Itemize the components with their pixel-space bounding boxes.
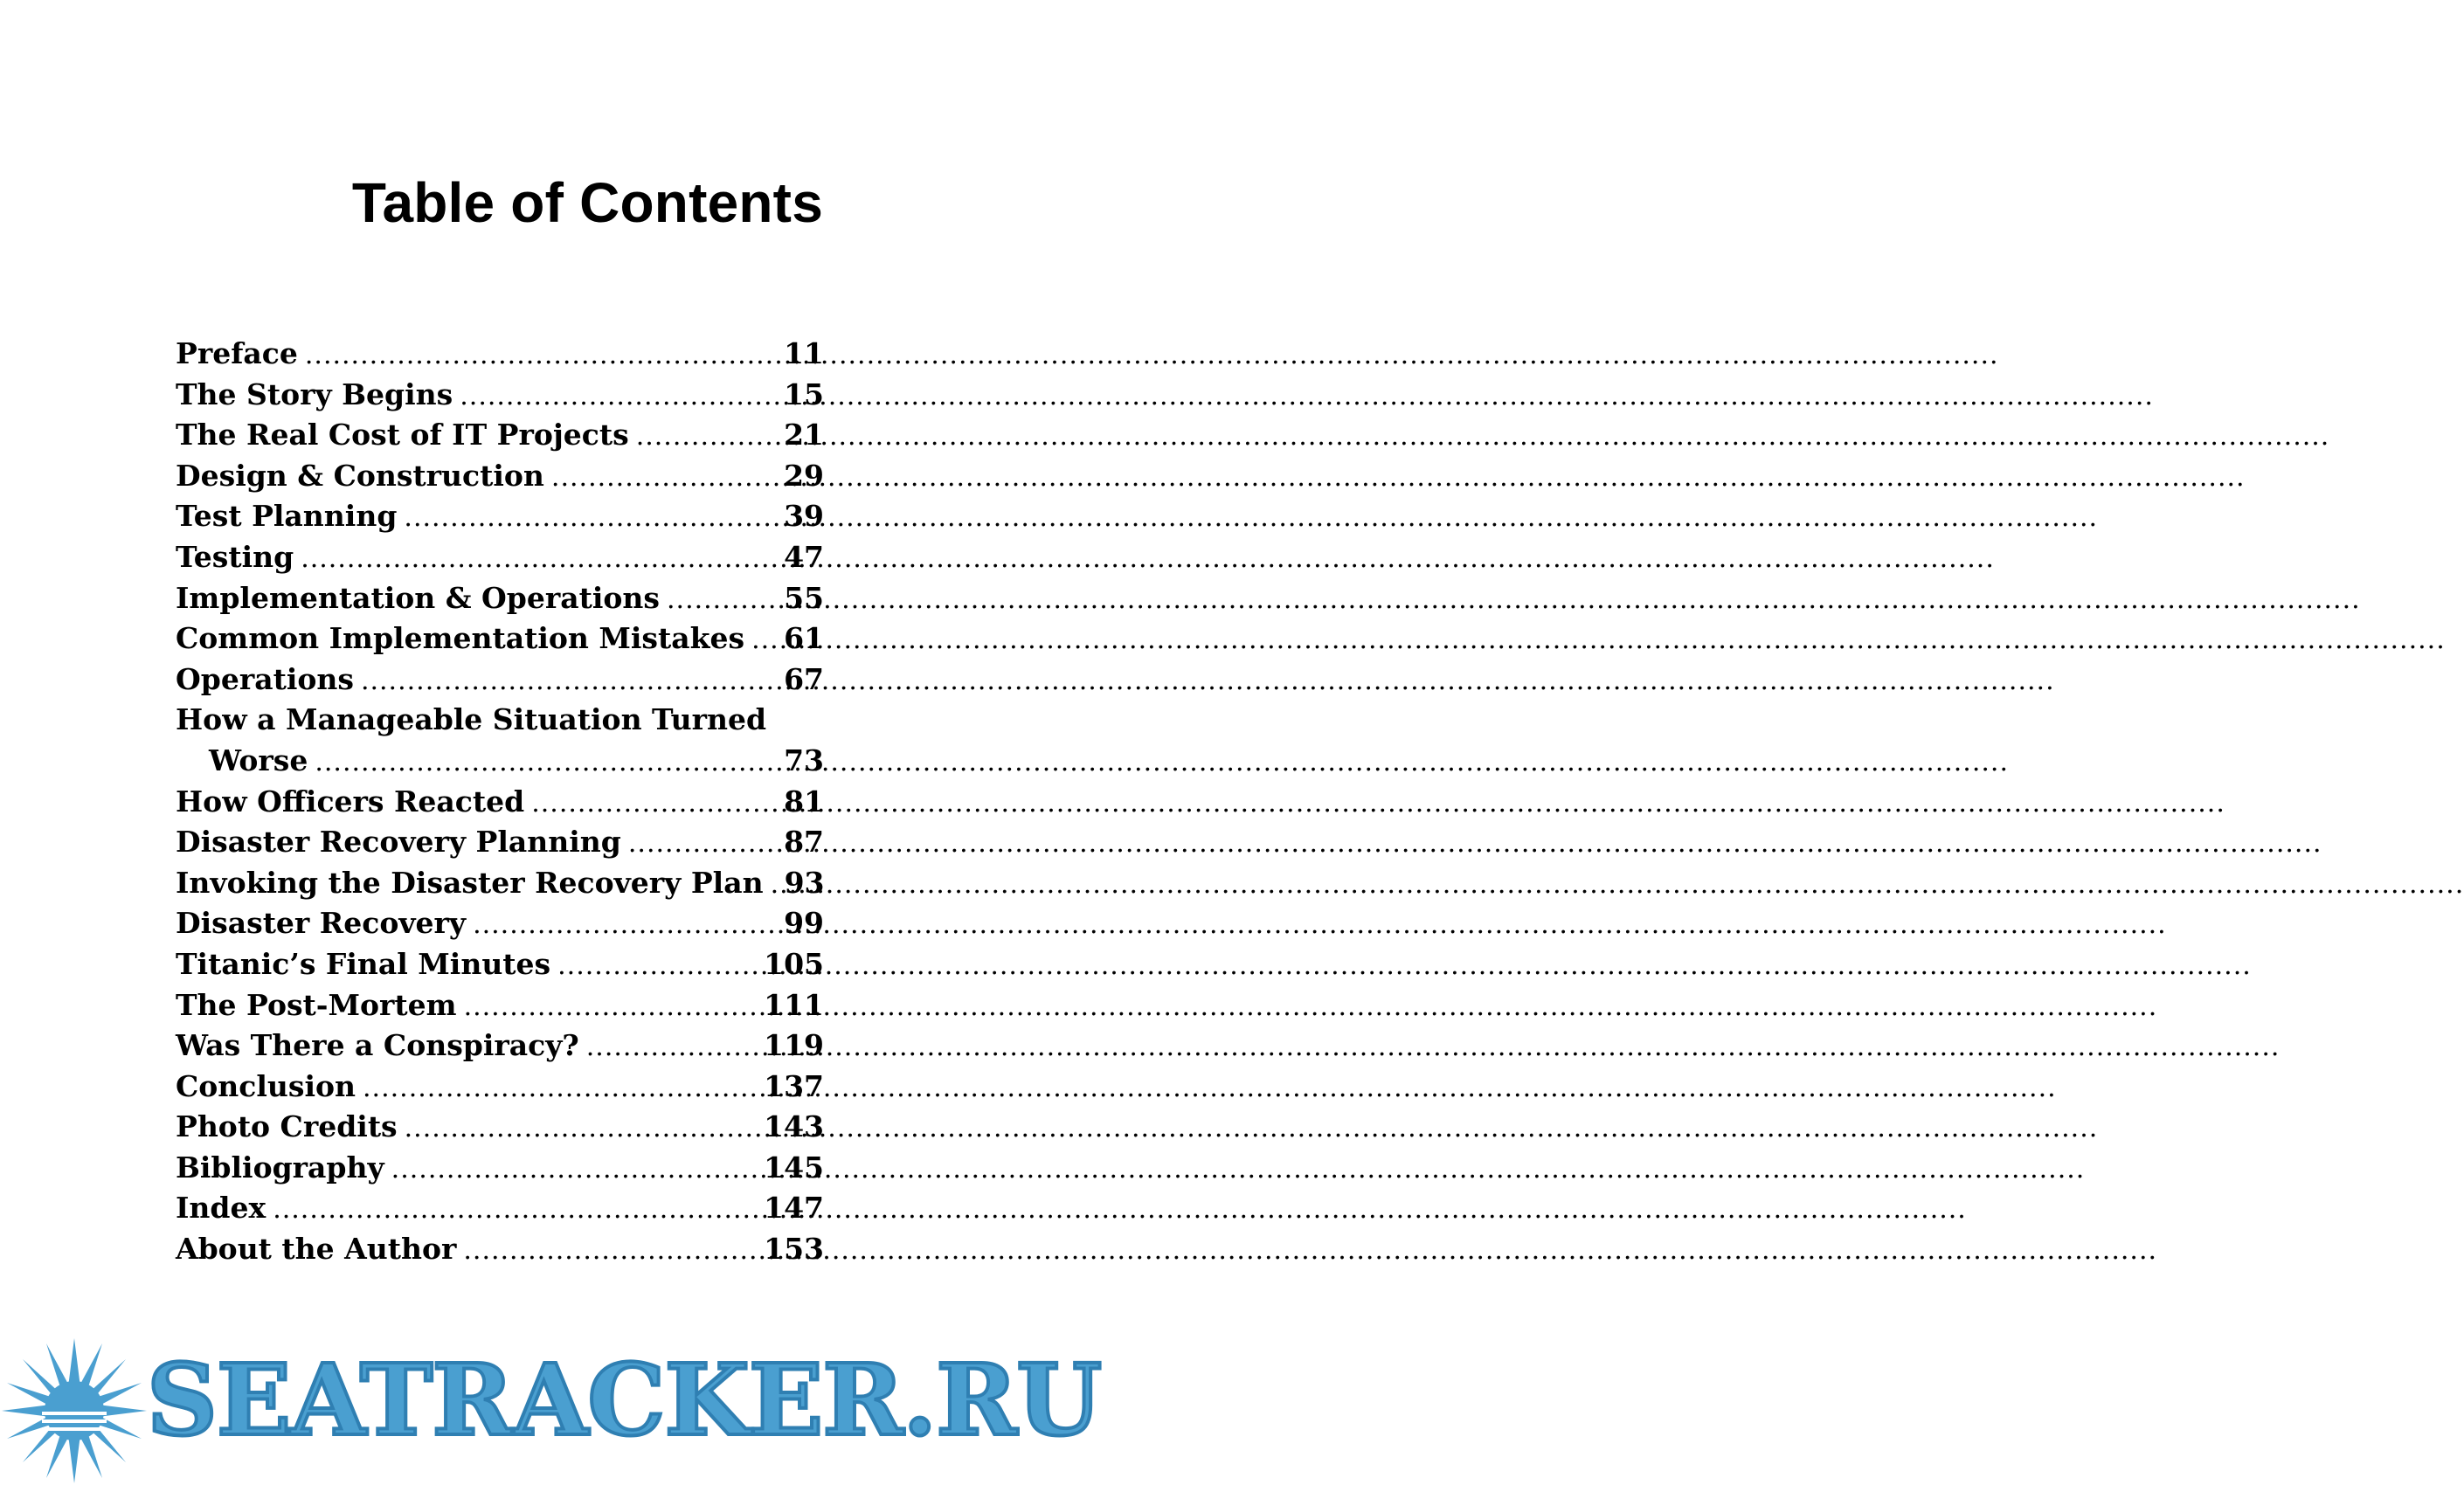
toc-entry-page: 153 [764, 1232, 824, 1267]
toc-entry-label: Invoking the Disaster Recovery Plan [176, 865, 764, 900]
dot-leader [551, 462, 779, 493]
toc-entry-page: 67 [784, 661, 824, 696]
dot-leader [273, 1194, 758, 1225]
dot-leader [363, 1073, 758, 1103]
toc-entry-label: Common Implementation Mistakes [176, 621, 745, 656]
toc-entry-page: 87 [784, 825, 824, 860]
toc-entry-label: Implementation & Operations [176, 580, 660, 615]
toc-entry-label: Disaster Recovery [176, 906, 467, 941]
toc-entry-label: Operations [176, 661, 354, 696]
toc-entry-conspiracy [176, 1028, 824, 1069]
toc-entry-label: How Officers Reacted [176, 784, 525, 818]
toc-entry-page: 73 [784, 742, 824, 777]
toc-entry-page: 147 [764, 1191, 824, 1226]
toc-entry-story-begins [176, 377, 824, 418]
toc-entry-testing [176, 540, 824, 581]
dot-leader [361, 666, 779, 696]
toc-entry-dr-planning [176, 825, 824, 866]
dot-leader [531, 788, 779, 818]
toc-entry-label: Conclusion [176, 1068, 356, 1103]
toc-entry-page: 145 [764, 1150, 824, 1185]
toc-entry-page: 143 [764, 1109, 824, 1144]
toc-entry-page: 15 [784, 376, 824, 411]
toc-entry-bibliography [176, 1150, 824, 1191]
toc-entry-label: Preface [176, 336, 298, 370]
toc-entry-label: The Post-Mortem [176, 987, 457, 1022]
dot-leader [771, 869, 779, 900]
toc-entry-label: Design & Construction [176, 458, 544, 493]
dot-leader [628, 828, 779, 859]
toc-entry-implementation-operations [176, 581, 824, 622]
dot-leader [557, 950, 758, 981]
toc-entry-disaster-recovery [176, 906, 824, 947]
toc-entry-page: 29 [784, 458, 824, 493]
toc-entry-post-mortem [176, 988, 824, 1029]
dot-leader [667, 584, 779, 615]
table-of-contents [176, 336, 824, 1273]
dot-leader [315, 747, 779, 777]
toc-entry-label: Photo Credits [176, 1109, 398, 1144]
dot-leader [636, 421, 779, 452]
toc-entry-label: The Story Begins [176, 376, 453, 411]
toc-entry-label: Was There a Conspiracy? [176, 1028, 579, 1063]
sun-icon [0, 1336, 149, 1485]
toc-entry-label: How a Manageable Situation Turned [176, 702, 767, 737]
toc-entry-label: The Real Cost of IT Projects [176, 418, 629, 452]
toc-entry-page: 11 [784, 336, 824, 370]
dot-leader [301, 543, 779, 574]
dot-leader [391, 1154, 758, 1185]
toc-entry-page: 111 [764, 987, 824, 1022]
toc-entry-officers-reacted [176, 784, 824, 825]
toc-entry-page: 81 [784, 784, 824, 818]
toc-entry-page: 21 [784, 418, 824, 452]
toc-entry-manageable-situation-cont [176, 743, 824, 784]
dot-leader [405, 1113, 758, 1143]
toc-entry-design-construction [176, 459, 824, 500]
toc-entry-page: 61 [784, 621, 824, 656]
toc-entry-label: Bibliography [176, 1150, 384, 1185]
toc-entry-test-planning [176, 499, 824, 540]
toc-entry-operations [176, 662, 824, 703]
page-title: Table of Contents [351, 171, 823, 234]
toc-entry-final-minutes [176, 947, 824, 988]
toc-entry-label: Worse [209, 742, 308, 777]
toc-entry-page: 137 [764, 1068, 824, 1103]
toc-entry-common-mistakes [176, 621, 824, 662]
dot-leader [464, 991, 759, 1022]
toc-entry-invoking-dr-plan [176, 866, 824, 907]
toc-entry-conclusion [176, 1069, 824, 1110]
watermark-text: SEATRACKER.RU [147, 1343, 1102, 1458]
toc-entry-photo-credits [176, 1109, 824, 1150]
toc-entry-page: 99 [784, 906, 824, 941]
toc-entry-label: Testing [176, 539, 294, 574]
toc-entry-page: 47 [784, 539, 824, 574]
toc-entry-manageable-situation [176, 702, 824, 743]
toc-entry-index [176, 1191, 824, 1232]
toc-entry-label: Test Planning [176, 499, 398, 534]
toc-entry-label: About the Author [176, 1232, 457, 1267]
toc-entry-page: 39 [784, 499, 824, 534]
toc-entry-page: 55 [784, 580, 824, 615]
dot-leader [473, 909, 779, 940]
toc-entry-preface [176, 336, 824, 377]
toc-entry-page: 119 [764, 1028, 824, 1063]
toc-entry-about-author [176, 1232, 824, 1273]
dot-leader [586, 1032, 758, 1062]
dot-leader [404, 502, 779, 533]
dot-leader [463, 1235, 758, 1266]
dot-leader [305, 340, 779, 370]
toc-entry-label: Titanic’s Final Minutes [176, 946, 551, 981]
toc-entry-label: Index [176, 1191, 266, 1226]
toc-entry-real-cost [176, 418, 824, 459]
toc-entry-label: Disaster Recovery Planning [176, 825, 621, 860]
dot-leader [751, 625, 779, 655]
toc-entry-page: 105 [764, 946, 824, 981]
dot-leader [460, 381, 779, 411]
watermark [0, 1336, 1102, 1485]
toc-entry-page: 93 [784, 865, 825, 900]
